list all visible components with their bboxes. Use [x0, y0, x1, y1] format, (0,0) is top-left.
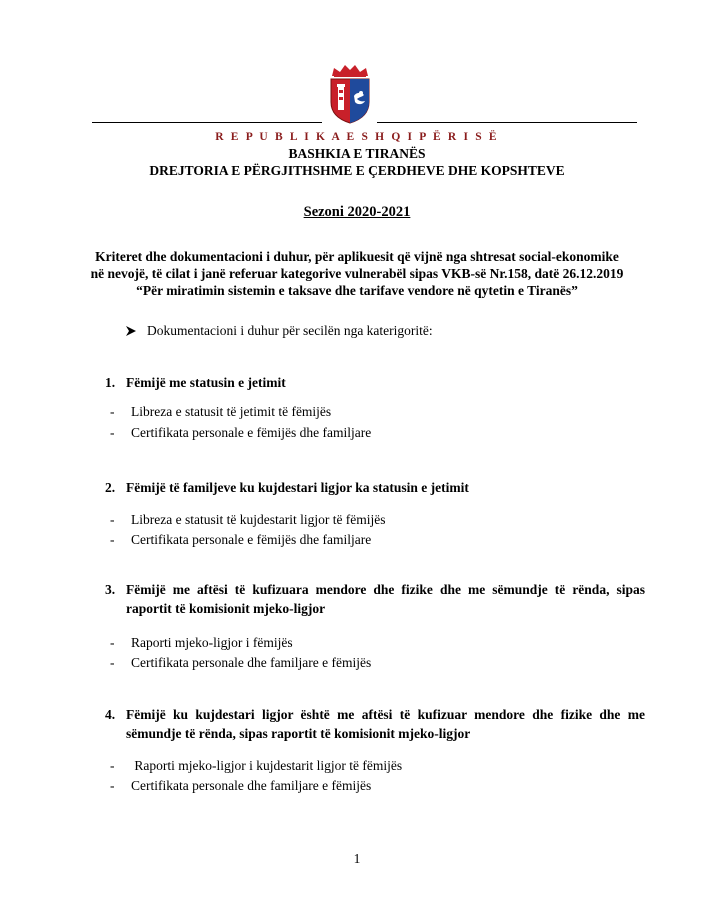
category-title: Fëmijë të familjeve ku kujdestari ligjor ka statusin e jetimit [126, 480, 469, 495]
header-divider-right [377, 122, 637, 123]
document-item [110, 635, 293, 651]
municipality-title: BASHKIA E TIRANËS [288, 146, 426, 161]
document-item [110, 758, 402, 774]
category-title: Fëmijë ku kujdestari ligjor është me aftësi të kufizuar mendore dhe fizike dhe me sëmundje të rënda, sipas raportit të komisionit mjeko-ligjor [126, 707, 645, 741]
dash-marker: - [110, 404, 115, 419]
tirana-coat-of-arms-icon [326, 62, 374, 124]
document-item [110, 404, 331, 420]
category-4 [105, 705, 645, 743]
bullet-text: Dokumentacioni i duhur për secilën nga katerigoritë: [147, 323, 433, 338]
intro-line: në nevojë, të cilat i janë referuar kategorive vulnerabël sipas VKB-së Nr.158, datë 26.12.2019 [90, 266, 624, 281]
category-3 [105, 580, 645, 618]
republic-title: R E P U B L I K A E S H Q I P Ë R I S Ë [215, 131, 499, 143]
dash-marker: - [110, 635, 115, 650]
document-text: Certifikata personale dhe familjare e fëmijës [131, 778, 372, 793]
arrow-bullet-icon [125, 325, 137, 337]
document-text: Raporti mjeko-ligjor i kujdestarit ligjor të fëmijës [131, 758, 403, 773]
document-text: Certifikata personale e fëmijës dhe familjare [131, 425, 372, 440]
department-title: DREJTORIA E PËRGJITHSHME E ÇERDHEVE DHE KOPSHTEVE [149, 163, 565, 178]
dash-marker: - [110, 532, 115, 547]
category-number: 4. [105, 707, 116, 722]
document-item [110, 532, 371, 548]
header-divider-left [92, 122, 322, 123]
document-text: Libreza e statusit të kujdestarit ligjor të fëmijës [131, 512, 386, 527]
category-1 [105, 373, 645, 392]
intro-line: Kriteret dhe dokumentacioni i duhur, për aplikuesit që vijnë nga shtresat social-ekonomike [95, 249, 619, 264]
season-title: Sezoni 2020-2021 [303, 204, 411, 220]
document-item [110, 778, 371, 794]
dash-marker: - [110, 425, 115, 440]
document-text: Raporti mjeko-ligjor i fëmijës [131, 635, 293, 650]
page-number: 1 [353, 851, 361, 866]
document-text: Certifikata personale e fëmijës dhe familjare [131, 532, 372, 547]
category-number: 3. [105, 582, 116, 597]
intro-paragraph [70, 248, 644, 299]
category-number: 1. [105, 375, 116, 390]
document-item [110, 425, 371, 441]
document-item [110, 512, 386, 528]
document-text: Libreza e statusit të jetimit të fëmijës [131, 404, 332, 419]
category-number: 2. [105, 480, 116, 495]
intro-line: “Për miratimin sistemin e taksave dhe tarifave vendore në qytetin e Tiranës” [136, 283, 578, 298]
document-item [110, 655, 371, 671]
dash-marker: - [110, 758, 115, 773]
dash-marker: - [110, 655, 115, 670]
document-text: Certifikata personale dhe familjare e fëmijës [131, 655, 372, 670]
dash-marker: - [110, 778, 115, 793]
category-title: Fëmijë me statusin e jetimit [126, 375, 286, 390]
documentation-bullet [125, 323, 433, 339]
category-2 [105, 478, 645, 497]
category-title: Fëmijë me aftësi të kufizuara mendore dhe fizike dhe me sëmundje të rënda, sipas raportit të komisionit mjeko-ligjor [126, 582, 645, 616]
dash-marker: - [110, 512, 115, 527]
